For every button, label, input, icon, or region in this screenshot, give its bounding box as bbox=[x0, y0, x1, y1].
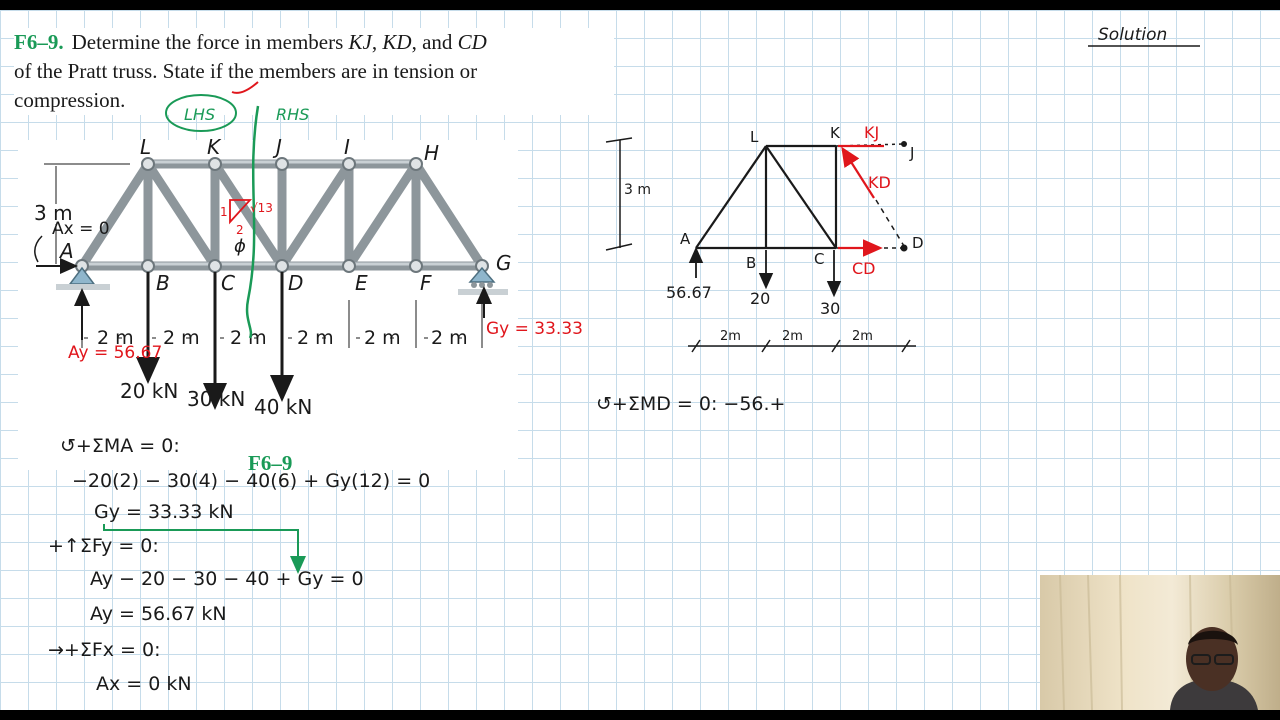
sep-1: , bbox=[371, 30, 383, 54]
fbd-joint-b: B bbox=[746, 254, 757, 272]
joint-label-e: E bbox=[355, 271, 368, 295]
force-cd-label: CD bbox=[852, 259, 876, 278]
joint-label-f: F bbox=[420, 271, 432, 295]
eq-moment-d: ↺+ΣMD = 0: −56.+ bbox=[596, 393, 786, 415]
phi-angle: ϕ bbox=[234, 236, 246, 257]
eq-fy-sum: Ay − 20 − 30 − 40 + Gy = 0 bbox=[90, 568, 364, 590]
figure-caption: F6–9 bbox=[248, 451, 293, 475]
solution-heading: Solution bbox=[1098, 25, 1168, 45]
problem-text-line3: compression. bbox=[14, 88, 126, 112]
fbd-joint-l: L bbox=[750, 128, 759, 146]
fbd-span-2: 2m bbox=[782, 329, 803, 344]
fbd-span-3: 2m bbox=[852, 329, 873, 344]
load-30kn: 30 kN bbox=[187, 387, 246, 411]
span-5: 2 m bbox=[364, 327, 401, 349]
joint-label-h: H bbox=[424, 141, 440, 165]
slope-1: 1 bbox=[220, 205, 228, 219]
member-id bbox=[282, 164, 349, 266]
joint-label-l: L bbox=[140, 135, 152, 159]
presenter-icon bbox=[1040, 575, 1280, 710]
eq-moment-a: ↺+ΣMA = 0: bbox=[60, 435, 180, 457]
force-kj-label: KJ bbox=[864, 123, 880, 142]
joint-label-k: K bbox=[207, 135, 221, 159]
joint-label-j: J bbox=[276, 135, 282, 159]
force-kd-label: KD bbox=[868, 173, 891, 192]
joint-label-d: D bbox=[288, 271, 304, 295]
fbd-load-30: 30 bbox=[820, 299, 841, 318]
span-4: 2 m bbox=[297, 327, 334, 349]
fbd-joint-a: A bbox=[680, 230, 691, 248]
eq-fy: +↑ΣFy = 0: bbox=[48, 535, 159, 557]
pratt-truss bbox=[82, 164, 482, 266]
fbd-joint-j: J bbox=[910, 144, 915, 162]
fbd-span-1: 2m bbox=[720, 329, 741, 344]
fbd-joint-c: C bbox=[814, 250, 825, 268]
fbd-height: 3 m bbox=[624, 182, 651, 198]
eq-ax-result: Ax = 0 kN bbox=[96, 673, 192, 695]
member-lc bbox=[148, 164, 215, 266]
pin-support-a bbox=[56, 268, 110, 290]
load-40kn: 40 kN bbox=[254, 395, 313, 419]
height-dimension: 3 m bbox=[34, 201, 73, 225]
fbd-reaction: 56.67 bbox=[666, 283, 712, 302]
member-kd-label: KD bbox=[382, 30, 412, 54]
joint-label-g: G bbox=[496, 251, 512, 275]
member-al bbox=[82, 164, 148, 266]
bottom-bar bbox=[0, 710, 1280, 720]
problem-number: F6–9. bbox=[14, 30, 64, 54]
sep-2: , and bbox=[411, 30, 458, 54]
span-2: 2 m bbox=[163, 327, 200, 349]
eq-moment-a-sum: −20(2) − 30(4) − 40(6) + Gy(12) = 0 bbox=[72, 470, 431, 492]
eq-ay-result: Ay = 56.67 kN bbox=[90, 603, 227, 625]
ax-label: Ax = 0 bbox=[52, 219, 110, 239]
slope-2: 2 bbox=[236, 223, 244, 237]
gy-label: Gy = 33.33 bbox=[486, 319, 583, 339]
fbd-load-20: 20 bbox=[750, 289, 771, 308]
span-3: 2 m bbox=[230, 327, 267, 349]
member-cd-label: CD bbox=[457, 30, 487, 54]
joint-label-c: C bbox=[221, 271, 235, 295]
rhs-label: RHS bbox=[276, 105, 310, 124]
member-hg bbox=[416, 164, 482, 266]
problem-text-a: Determine the force in members bbox=[71, 30, 349, 54]
eq-gy-result: Gy = 33.33 kN bbox=[94, 501, 234, 523]
ay-label: Ay = 56.67 bbox=[68, 343, 163, 363]
joint-label-i: I bbox=[344, 135, 350, 159]
load-20kn: 20 kN bbox=[120, 379, 179, 403]
check-mark bbox=[232, 82, 258, 93]
fbd-joint-d: D bbox=[912, 234, 924, 252]
eq-fx: →+ΣFx = 0: bbox=[48, 639, 161, 661]
slope-sqrt13: √13 bbox=[250, 201, 273, 215]
member-kj-label: KJ bbox=[348, 30, 372, 54]
span-1: 2 m bbox=[97, 327, 134, 349]
lhs-label: LHS bbox=[184, 105, 216, 124]
webcam-overlay bbox=[1040, 575, 1280, 710]
fbd-joint-k: K bbox=[830, 124, 840, 142]
member-he bbox=[349, 164, 416, 266]
joint-label-b: B bbox=[156, 271, 170, 295]
joint-label-a: A bbox=[60, 239, 74, 263]
problem-text-line2: of the Pratt truss. State if the members are in tension or bbox=[14, 59, 478, 83]
span-6: 2 m bbox=[431, 327, 468, 349]
